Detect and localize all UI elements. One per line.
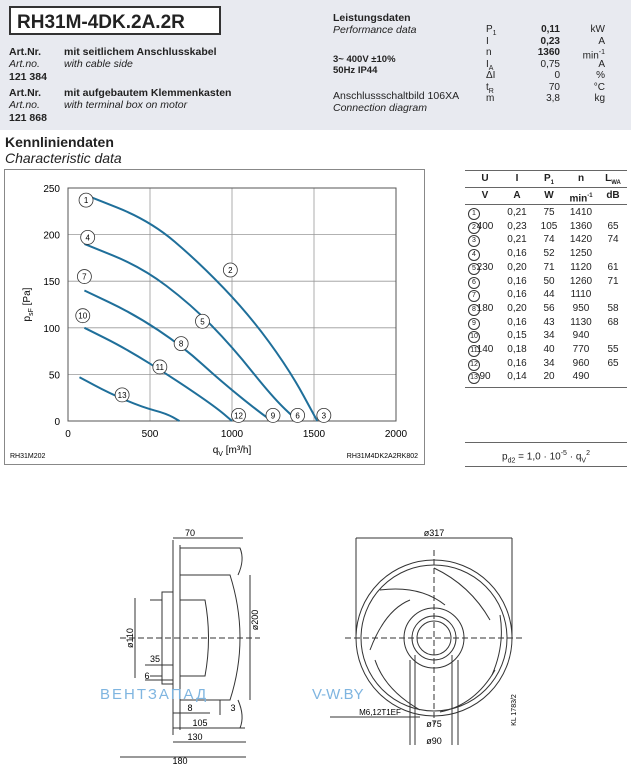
table-unit-cell: $\min^{-1}$ bbox=[569, 193, 593, 205]
x-tick-label: 1500 bbox=[302, 429, 326, 440]
point-label-3: 3 bbox=[321, 411, 327, 421]
dim-200: ø200 bbox=[250, 609, 260, 631]
table-header-cell: U bbox=[481, 173, 489, 184]
table-unit-cell: dB bbox=[606, 190, 620, 201]
dim-180: 180 bbox=[172, 756, 188, 766]
table-cell: 1260 bbox=[569, 275, 593, 287]
spec-symbol: $P_1$ bbox=[486, 24, 497, 37]
chart-footer-right: RH31M4DK2A2RK802 bbox=[346, 453, 418, 460]
dim-3: 3 bbox=[230, 703, 236, 713]
art2-number: 121 868 bbox=[9, 112, 47, 124]
table-cell: 940 bbox=[572, 330, 590, 342]
dim-35: 35 bbox=[149, 654, 161, 664]
dim-317: ø317 bbox=[423, 528, 445, 538]
dim-70: 70 bbox=[184, 528, 196, 538]
chart-footer-left: RH31M202 bbox=[10, 453, 46, 460]
table-cell: 0,16 bbox=[507, 289, 527, 301]
table-cell: 1250 bbox=[569, 248, 593, 260]
curve-label-13: 13 bbox=[117, 390, 127, 400]
spec-unit: A bbox=[598, 58, 605, 70]
x-axis-label: $q_V$ [m³/h] bbox=[212, 445, 252, 458]
point-label-12: 12 bbox=[234, 411, 244, 421]
spec-symbol: I bbox=[486, 35, 489, 47]
formula-tail: · q bbox=[566, 451, 582, 463]
table-cell: 1420 bbox=[569, 234, 593, 246]
table-cell: 68 bbox=[607, 316, 619, 328]
table-cell: 0,14 bbox=[507, 371, 527, 383]
y-tick-label: 0 bbox=[54, 417, 60, 428]
art1-label-en: Art.no. bbox=[9, 58, 40, 70]
art1-desc: mit seitlichem Anschlusskabel bbox=[64, 46, 217, 58]
spec-unit: $\min^{-1}$ bbox=[582, 49, 605, 62]
point-label-6: 6 bbox=[295, 411, 300, 421]
spec-unit: % bbox=[596, 70, 605, 81]
dim-6: 6 bbox=[144, 671, 150, 681]
drawing-ref: KL 1783/2 bbox=[511, 694, 518, 726]
model-title: RH31M-4DK.2A.2R bbox=[9, 6, 221, 35]
formula-tail-sup: 2 bbox=[586, 450, 590, 457]
table-cell: 65 bbox=[607, 357, 619, 369]
art1-label: Art.Nr. bbox=[9, 46, 42, 58]
row-number: 3 bbox=[468, 235, 480, 247]
formula-p-sub: d2 bbox=[507, 457, 516, 465]
spec-unit: °C bbox=[593, 81, 605, 93]
row-number: 4 bbox=[468, 249, 480, 261]
table-cell: 0,16 bbox=[507, 248, 527, 260]
spec-unit: kW bbox=[590, 24, 605, 35]
voltage: 3~ 400V ±10% bbox=[333, 54, 396, 65]
thread-m6: M6,12T1EF bbox=[359, 708, 401, 717]
table-cell: 0,20 bbox=[507, 261, 527, 273]
table-cell: 55 bbox=[607, 344, 619, 355]
table-cell: 65 bbox=[607, 220, 619, 232]
table-cell: 0,16 bbox=[507, 357, 527, 369]
table-cell: 71 bbox=[543, 261, 555, 273]
table-header-cell: n bbox=[577, 173, 585, 184]
dim-8: 8 bbox=[187, 703, 193, 713]
table-cell: 44 bbox=[543, 289, 555, 301]
formula-p: p bbox=[502, 451, 508, 463]
dim-105: 105 bbox=[192, 718, 208, 728]
section-title: Kennliniendaten bbox=[5, 134, 114, 150]
table-cell: 52 bbox=[543, 248, 555, 260]
section-subtitle: Characteristic data bbox=[5, 150, 122, 166]
table-cell: 1360 bbox=[569, 220, 593, 232]
table-unit-cell: V bbox=[481, 190, 489, 201]
spec-symbol: $t_R$ bbox=[486, 81, 494, 95]
spec-value: 0,11 bbox=[541, 24, 560, 35]
table-cell: 950 bbox=[572, 302, 590, 314]
table-cell: 1110 bbox=[570, 289, 592, 301]
y-tick-label: 50 bbox=[48, 370, 60, 382]
table-cell: 0,18 bbox=[507, 344, 527, 355]
frequency-ip: 50Hz IP44 bbox=[333, 65, 378, 76]
table-cell: 34 bbox=[543, 330, 555, 342]
table-header-cell-sub: 1 bbox=[550, 180, 554, 186]
table-header-cell-sub: WA bbox=[611, 180, 621, 186]
formula-exp: -5 bbox=[560, 450, 567, 457]
row-number: 1 bbox=[468, 208, 480, 220]
dim-130: 130 bbox=[187, 732, 203, 742]
spec-symbol-sub: R bbox=[488, 87, 494, 95]
spec-value: 0 bbox=[554, 70, 560, 81]
row-number: 11 bbox=[468, 345, 480, 357]
spec-symbol: n bbox=[486, 47, 492, 58]
perf-title: Leistungsdaten bbox=[333, 12, 411, 24]
table-cell: 1120 bbox=[570, 261, 592, 273]
row-number: 13 bbox=[468, 372, 480, 384]
table-cell: 0,16 bbox=[507, 275, 527, 287]
formula-tail-sub: V bbox=[581, 457, 587, 465]
art2-desc: mit aufgebautem Klemmenkasten bbox=[64, 87, 232, 99]
y-axis-label-sub: sF bbox=[28, 308, 35, 316]
spec-unit: A bbox=[598, 35, 605, 47]
spec-value: 70 bbox=[548, 81, 560, 93]
row-number: 9 bbox=[468, 318, 480, 330]
x-tick-label: 2000 bbox=[384, 429, 408, 440]
spec-value: 0,23 bbox=[540, 35, 560, 47]
y-axis-label: $p_{sF}$ [Pa] bbox=[22, 287, 35, 322]
table-unit-cell: W bbox=[544, 190, 554, 201]
table-cell: 770 bbox=[572, 344, 590, 355]
table-cell: 0,23 bbox=[507, 220, 527, 232]
point-label-2: 2 bbox=[228, 266, 233, 276]
spec-symbol: ΔI bbox=[486, 70, 496, 81]
art2-desc-en: with terminal box on motor bbox=[64, 99, 188, 111]
table-cell: 0,15 bbox=[507, 330, 527, 342]
table-unit-cell: A bbox=[513, 190, 521, 201]
table-cell: 75 bbox=[543, 207, 555, 218]
table-cell: 74 bbox=[543, 234, 555, 246]
watermark-left: ВЕНТЗАПАД bbox=[100, 686, 209, 703]
table-unit-cell-sup: -1 bbox=[587, 193, 593, 199]
table-cell: 490 bbox=[572, 371, 590, 383]
table-cell: 1410 bbox=[569, 207, 593, 218]
dim-110: ø110 bbox=[125, 628, 135, 648]
table-cell: 56 bbox=[543, 302, 555, 314]
x-axis-label-unit: [m³/h] bbox=[222, 445, 252, 456]
table-cell: 71 bbox=[607, 275, 619, 287]
row-number: 10 bbox=[468, 331, 480, 343]
point-label-5: 5 bbox=[200, 317, 205, 327]
spec-value: 1360 bbox=[537, 47, 560, 58]
table-cell: 20 bbox=[543, 371, 555, 383]
y-axis-label-unit: [Pa] bbox=[22, 287, 33, 309]
table-cell: 43 bbox=[543, 316, 555, 328]
table-cell: 105 bbox=[540, 220, 558, 232]
row-number: 6 bbox=[468, 277, 480, 289]
spec-symbol-sub: 1 bbox=[492, 30, 497, 37]
spec-value: 3,8 bbox=[546, 93, 560, 104]
art2-label-en: Art.no. bbox=[9, 99, 40, 111]
spec-symbol: m bbox=[486, 93, 495, 104]
table-cell: 61 bbox=[607, 261, 619, 273]
point-label-8: 8 bbox=[178, 339, 184, 349]
table-cell: 90 bbox=[479, 371, 491, 383]
curve-label-1: 1 bbox=[83, 196, 89, 206]
spec-symbol: $I_A$ bbox=[486, 58, 494, 72]
y-tick-label: 100 bbox=[43, 323, 60, 335]
table-cell: 0,21 bbox=[507, 234, 527, 246]
x-tick-label: 1000 bbox=[220, 429, 244, 440]
connection-diagram: Anschlussschaltbild 106XA bbox=[333, 90, 460, 102]
y-tick-label: 150 bbox=[43, 277, 60, 289]
table-cell: 50 bbox=[543, 275, 555, 287]
connection-diagram-en: Connection diagram bbox=[333, 102, 427, 114]
curve-label-7: 7 bbox=[82, 272, 87, 282]
row-number: 12 bbox=[468, 359, 480, 371]
table-cell: 400 bbox=[476, 220, 494, 232]
curve-label-4: 4 bbox=[85, 233, 90, 243]
y-tick-label: 200 bbox=[43, 230, 60, 242]
table-header-cell: I bbox=[515, 173, 519, 184]
curve-label-10: 10 bbox=[78, 311, 88, 321]
perf-title-en: Performance data bbox=[333, 24, 417, 36]
spec-symbol-sub: A bbox=[488, 64, 494, 72]
y-tick-label: 250 bbox=[43, 184, 60, 195]
row-number: 7 bbox=[468, 290, 480, 302]
table-cell: 34 bbox=[543, 357, 555, 369]
table-cell: 0,21 bbox=[507, 207, 527, 218]
table-cell: 0,20 bbox=[507, 302, 527, 314]
spec-unit-sup: -1 bbox=[598, 49, 605, 56]
art1-desc-en: with cable side bbox=[64, 58, 133, 70]
dim-90: ø90 bbox=[426, 736, 442, 746]
table-header-cell: $P_1$ bbox=[543, 173, 554, 186]
table-cell: 960 bbox=[572, 357, 590, 369]
row-number: 8 bbox=[468, 304, 480, 316]
point-label-9: 9 bbox=[270, 411, 276, 421]
spec-value: 0,75 bbox=[540, 58, 560, 70]
dim-75: ø75 bbox=[426, 719, 442, 729]
spec-unit: kg bbox=[594, 93, 605, 104]
art2-label: Art.Nr. bbox=[9, 87, 42, 99]
row-number: 5 bbox=[468, 263, 480, 275]
table-cell: 230 bbox=[476, 261, 494, 273]
x-tick-label: 500 bbox=[141, 429, 159, 440]
table-cell: 40 bbox=[543, 344, 555, 355]
row-number: 2 bbox=[468, 222, 480, 234]
table-cell: 180 bbox=[476, 302, 494, 314]
table-cell: 140 bbox=[476, 344, 494, 355]
formula-mid: = 1,0 · 10 bbox=[515, 451, 561, 463]
table-cell: 74 bbox=[607, 234, 619, 246]
table-cell: 0,16 bbox=[507, 316, 527, 328]
side-view bbox=[120, 538, 260, 757]
watermark-right: V-W.BY bbox=[312, 686, 364, 703]
x-tick-label: 0 bbox=[65, 429, 71, 440]
table-header-cell: $L_{WA}$ bbox=[605, 173, 621, 186]
point-label-11: 11 bbox=[155, 362, 164, 372]
table-cell: 1130 bbox=[570, 316, 592, 328]
table-cell: 58 bbox=[607, 302, 619, 314]
art1-number: 121 384 bbox=[9, 71, 47, 83]
x-axis-label-sub: V bbox=[218, 451, 223, 458]
